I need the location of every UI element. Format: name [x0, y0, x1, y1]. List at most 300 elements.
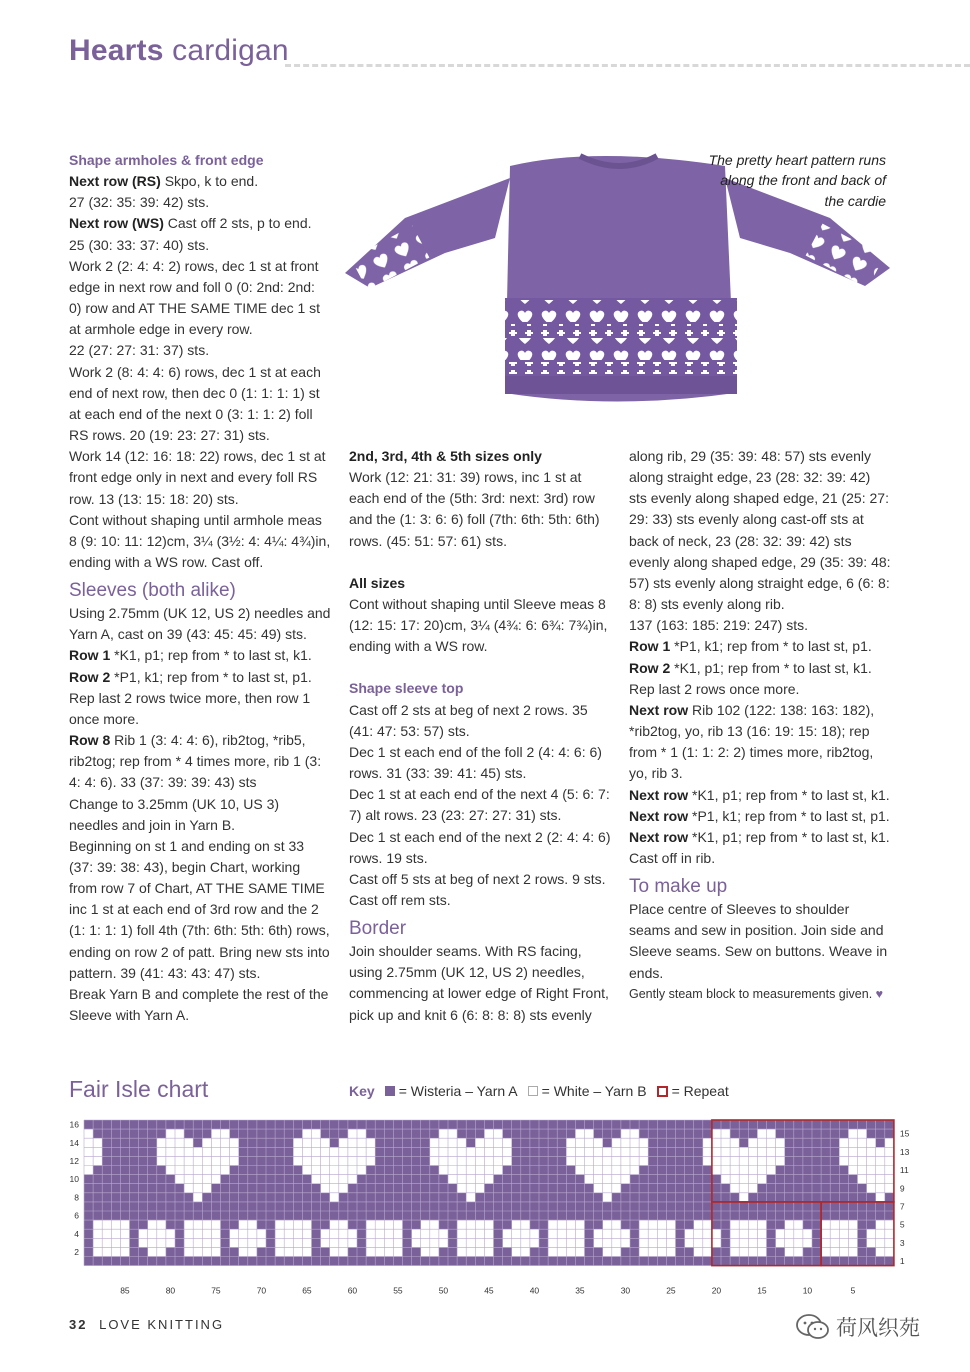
chart-cell — [448, 1147, 457, 1156]
chart-cell — [848, 1238, 857, 1247]
chart-cell — [621, 1175, 630, 1184]
chart-cell — [157, 1220, 166, 1229]
chart-cell — [867, 1184, 876, 1193]
watermark-text: 荷风织苑 — [836, 1317, 920, 1340]
chart-cell — [566, 1138, 575, 1147]
chart-cell — [357, 1156, 366, 1165]
chart-cell — [348, 1238, 357, 1247]
instruction-line: Row 1 *K1, p1; rep from * to last st, k1. — [69, 647, 312, 664]
chart-cell — [302, 1129, 311, 1138]
chart-cell — [821, 1229, 830, 1238]
y-tick-label-right: 3 — [899, 1237, 905, 1248]
chart-cell — [748, 1184, 757, 1193]
chart-cell — [712, 1166, 721, 1175]
chart-cell — [885, 1147, 894, 1156]
chart-cell — [421, 1229, 430, 1238]
chart-cell — [757, 1156, 766, 1165]
chart-cell — [848, 1156, 857, 1165]
y-tick-label-left: 10 — [69, 1174, 79, 1185]
column-3 — [629, 446, 891, 1005]
chart-cell — [730, 1184, 739, 1193]
chart-cell — [484, 1220, 493, 1229]
chart-cell — [439, 1138, 448, 1147]
instruction-paragraph: Break Yarn B and complete the rest of the Sleeve with Yarn A. — [69, 985, 329, 1024]
chart-cell — [430, 1147, 439, 1156]
chart-cell — [512, 1247, 521, 1256]
chart-cell — [384, 1229, 393, 1238]
x-tick-label: 5 — [850, 1285, 856, 1296]
chart-cell — [848, 1129, 857, 1138]
chart-cell — [348, 1166, 357, 1175]
chart-cell — [302, 1138, 311, 1147]
chart-cell — [494, 1138, 503, 1147]
chart-cell — [230, 1238, 239, 1247]
chart-cell — [757, 1147, 766, 1156]
chart-cell — [293, 1238, 302, 1247]
chart-cell — [193, 1147, 202, 1156]
chart-cell — [685, 1238, 694, 1247]
chart-cell — [594, 1147, 603, 1156]
chart-cell — [366, 1247, 375, 1256]
chart-cell — [193, 1247, 202, 1256]
chart-cell — [703, 1247, 712, 1256]
chart-cell — [457, 1184, 466, 1193]
chart-cell — [630, 1166, 639, 1175]
chart-cell — [603, 1166, 612, 1175]
chart-cell — [157, 1156, 166, 1165]
chart-cell — [694, 1220, 703, 1229]
chart-cell — [111, 1247, 120, 1256]
chart-cell — [175, 1166, 184, 1175]
chart-cell — [139, 1229, 148, 1238]
chart-cell — [120, 1229, 129, 1238]
chart-cell — [475, 1166, 484, 1175]
key-repeat: = Repeat — [671, 1083, 729, 1099]
chart-cell — [184, 1220, 193, 1229]
chart-cell — [630, 1138, 639, 1147]
spacer — [349, 552, 611, 573]
chart-cell — [93, 1156, 102, 1165]
y-tick-label-right: 1 — [899, 1256, 905, 1267]
chart-cell — [166, 1156, 175, 1165]
chart-cell — [694, 1238, 703, 1247]
chart-cell — [648, 1220, 657, 1229]
chart-cell — [621, 1129, 630, 1138]
chart-cell — [630, 1156, 639, 1165]
chart-cell — [575, 1229, 584, 1238]
chart-cell — [494, 1166, 503, 1175]
chart-cell — [730, 1147, 739, 1156]
chart-cell — [484, 1247, 493, 1256]
chart-cell — [521, 1229, 530, 1238]
chart-cell — [475, 1247, 484, 1256]
chart-cell — [867, 1156, 876, 1165]
chart-cell — [748, 1220, 757, 1229]
chart-cell — [639, 1220, 648, 1229]
chart-cell — [839, 1220, 848, 1229]
chart-cell — [767, 1166, 776, 1175]
x-tick-label: 15 — [757, 1285, 767, 1296]
chart-cell — [648, 1238, 657, 1247]
chart-cell — [585, 1138, 594, 1147]
instruction-paragraph: Cont without shaping until armhole meas 8 (9: 10: 11: 12)cm, 3¼ (3½: 4: 4¼: 4¾)in, ending with a WS row. Cast off. — [69, 511, 331, 570]
instruction-paragraph: Work 2 (2: 4: 4: 2) rows, dec 1 st at front edge in next row and foll 0 (0: 2nd: 2nd: 0) row and AT THE SAME TIME dec 1 st at armhole edge in every row. — [69, 257, 321, 338]
chart-cell — [657, 1247, 666, 1256]
chart-cell — [275, 1229, 284, 1238]
instruction-line: Next row *P1, k1; rep from * to last st, p1. — [629, 807, 890, 824]
chart-cell — [339, 1220, 348, 1229]
stitch-count: 27 (32: 35: 39: 42) sts. — [69, 194, 210, 211]
chart-cell — [466, 1156, 475, 1165]
chart-cell — [412, 1238, 421, 1247]
chart-cell — [530, 1238, 539, 1247]
chart-cell — [739, 1156, 748, 1165]
chart-cell — [175, 1138, 184, 1147]
chart-cell — [330, 1193, 339, 1202]
chart-cell — [139, 1238, 148, 1247]
chart-cell — [475, 1147, 484, 1156]
chart-cell — [430, 1247, 439, 1256]
chart-cell — [721, 1166, 730, 1175]
chart-cell — [284, 1238, 293, 1247]
chart-cell — [739, 1147, 748, 1156]
chart-cell — [475, 1175, 484, 1184]
chart-cell — [548, 1238, 557, 1247]
chart-cell — [239, 1220, 248, 1229]
chart-cell — [839, 1238, 848, 1247]
chart-cell — [375, 1238, 384, 1247]
chart-cell — [175, 1175, 184, 1184]
x-tick-label: 75 — [211, 1285, 221, 1296]
instruction-paragraph: Cast off 2 sts at beg of next 2 rows. 35 (41: 47: 53: 57) sts. — [349, 701, 588, 739]
chart-cell — [776, 1238, 785, 1247]
chart-cell — [876, 1166, 885, 1175]
chart-cell — [348, 1147, 357, 1156]
chart-cell — [275, 1247, 284, 1256]
chart-cell — [348, 1129, 357, 1138]
instruction-paragraph: Work 2 (8: 4: 4: 6) rows, dec 1 st at each end of next row, then dec 0 (1: 1: 1: 1) st at each end of the next 0 (3: 1: 1: 2) foll RS rows. 20 (19: 23: 27: 31) sts. — [69, 363, 321, 444]
make-up-heading: To make up — [629, 876, 728, 898]
instruction-line: Next row (WS) Cast off 2 sts, p to end. — [69, 215, 312, 232]
chart-cell — [166, 1166, 175, 1175]
chart-cell — [202, 1156, 211, 1165]
instruction-paragraph: Cast off in rib. — [629, 849, 716, 866]
chart-cell — [557, 1247, 566, 1256]
chart-cell — [839, 1138, 848, 1147]
chart-cell — [867, 1175, 876, 1184]
chart-cell — [393, 1220, 402, 1229]
chart-cell — [339, 1175, 348, 1184]
instruction-paragraph: Place centre of Sleeves to shoulder seams and sew in position. Join side and Sleeve seams. Sew on buttons. Weave in ends. — [629, 901, 888, 981]
chart-cell — [248, 1220, 257, 1229]
instruction-line: Next row Rib 102 (122: 138: 163: 182), *rib2tog, yo, rib 13 (16: 19: 15: 18); rep from * 1 (1: 1: 2: 2) times more, rib2tog, yo, rib 3. — [629, 701, 875, 782]
chart-cell — [748, 1229, 757, 1238]
chart-cell — [221, 1129, 230, 1138]
instruction-paragraph: Beginning on st 1 and ending on st 33 (37: 39: 38: 43), begin Chart, working from row 7 of Chart, AT THE SAME TIME inc 1 st at each end of 3rd row and the 2 (1: 1: 1: 1) foll 4th (7th: 6th: 5th: 6th) rows, ending on row 2 of patt. Bring new sts into pattern. 39 (41: 43: 43: 47) sts. — [69, 837, 330, 981]
chart-cell — [685, 1229, 694, 1238]
chart-cell — [858, 1129, 867, 1138]
chart-cell — [348, 1138, 357, 1147]
chart-cell — [84, 1166, 93, 1175]
chart-cell — [348, 1156, 357, 1165]
chart-cell — [184, 1247, 193, 1256]
chart-cell — [876, 1193, 885, 1202]
chart-cell — [630, 1129, 639, 1138]
heart-end-icon: ♥ — [875, 986, 884, 1001]
wechat-icon — [796, 1313, 830, 1341]
chart-cell — [421, 1247, 430, 1256]
chart-cell — [484, 1175, 493, 1184]
chart-cell — [757, 1238, 766, 1247]
chart-cell — [885, 1247, 894, 1256]
chart-cell — [248, 1229, 257, 1238]
chart-cell — [275, 1238, 284, 1247]
chart-cell — [339, 1184, 348, 1193]
y-tick-label-left: 14 — [69, 1137, 79, 1148]
chart-cell — [439, 1156, 448, 1165]
spacer — [349, 657, 611, 678]
chart-cell — [321, 1138, 330, 1147]
column-1 — [69, 150, 331, 1026]
chart-cell — [876, 1184, 885, 1193]
chart-cell — [575, 1129, 584, 1138]
chart-cell — [630, 1147, 639, 1156]
chart-cell — [230, 1138, 239, 1147]
x-tick-label: 35 — [575, 1285, 585, 1296]
chart-cell — [357, 1147, 366, 1156]
chart-cell — [521, 1247, 530, 1256]
chart-cell — [757, 1175, 766, 1184]
chart-cell — [821, 1238, 830, 1247]
chart-cell — [594, 1184, 603, 1193]
chart-cell — [448, 1166, 457, 1175]
chart-cell — [794, 1229, 803, 1238]
chart-cell — [730, 1220, 739, 1229]
chart-cell — [366, 1220, 375, 1229]
chart-cell — [494, 1129, 503, 1138]
repeat-swatch-icon — [657, 1086, 668, 1097]
stitch-count: 22 (27: 27: 31: 37) sts. — [69, 342, 210, 359]
chart-cell — [339, 1147, 348, 1156]
chart-cell — [885, 1220, 894, 1229]
chart-cell — [566, 1156, 575, 1165]
chart-cell — [666, 1229, 675, 1238]
chart-cell — [503, 1238, 512, 1247]
chart-cell — [803, 1229, 812, 1238]
chart-cell — [594, 1166, 603, 1175]
chart-cell — [357, 1138, 366, 1147]
sizes-heading: 2nd, 3rd, 4th & 5th sizes only — [349, 448, 542, 464]
chart-cell — [366, 1147, 375, 1156]
chart-cell — [466, 1184, 475, 1193]
chart-cell — [466, 1229, 475, 1238]
chart-cell — [339, 1238, 348, 1247]
chart-cell — [157, 1238, 166, 1247]
chart-cell — [776, 1229, 785, 1238]
chart-cell — [767, 1138, 776, 1147]
chart-cell — [848, 1247, 857, 1256]
chart-cell — [330, 1184, 339, 1193]
instruction-line: Next row (RS) Skpo, k to end. — [69, 173, 259, 190]
instruction-paragraph: Cast off 5 sts at beg of next 2 rows. 9 sts. Cast off rem sts. — [349, 870, 606, 908]
chart-cell — [612, 1220, 621, 1229]
chart-cell — [612, 1138, 621, 1147]
chart-cell — [657, 1229, 666, 1238]
stitch-count: 137 (163: 185: 219: 247) sts. — [629, 617, 809, 634]
chart-cell — [193, 1229, 202, 1238]
chart-cell — [721, 1156, 730, 1165]
chart-cell — [466, 1220, 475, 1229]
chart-cell — [885, 1238, 894, 1247]
column-2 — [349, 446, 611, 1026]
page-number: 32 — [69, 1317, 88, 1332]
chart-cell — [785, 1229, 794, 1238]
chart-cell — [384, 1238, 393, 1247]
chart-cell — [193, 1220, 202, 1229]
chart-cell — [93, 1238, 102, 1247]
chart-cell — [93, 1147, 102, 1156]
chart-cell — [621, 1238, 630, 1247]
chart-cell — [612, 1166, 621, 1175]
chart-cell — [612, 1156, 621, 1165]
chart-cell — [475, 1238, 484, 1247]
chart-cell — [484, 1229, 493, 1238]
chart-cell — [748, 1156, 757, 1165]
chart-cell — [439, 1238, 448, 1247]
chart-cell — [120, 1238, 129, 1247]
chart-cell — [321, 1238, 330, 1247]
chart-cell — [312, 1166, 321, 1175]
chart-cell — [330, 1238, 339, 1247]
chart-cell — [748, 1147, 757, 1156]
instruction-paragraph: Gently steam block to measurements given. ♥ — [629, 986, 884, 1001]
x-tick-label: 80 — [165, 1285, 176, 1296]
chart-cell — [739, 1247, 748, 1256]
chart-cell — [466, 1166, 475, 1175]
chart-cell — [876, 1156, 885, 1165]
chart-cell — [639, 1238, 648, 1247]
chart-cell — [293, 1138, 302, 1147]
chart-cell — [302, 1166, 311, 1175]
chart-cell — [230, 1147, 239, 1156]
y-tick-label-left: 4 — [74, 1228, 79, 1239]
chart-cell — [730, 1175, 739, 1184]
chart-cell — [321, 1184, 330, 1193]
instruction-paragraph: Rep last 2 rows twice more, then row 1 once more. — [69, 689, 311, 727]
chart-cell — [757, 1138, 766, 1147]
chart-cell — [202, 1138, 211, 1147]
chart-cell — [393, 1247, 402, 1256]
x-tick-label: 50 — [438, 1285, 449, 1296]
chart-cell — [621, 1166, 630, 1175]
fair-isle-chart — [60, 1112, 910, 1297]
chart-cell — [302, 1247, 311, 1256]
chart-cell — [739, 1193, 748, 1202]
chart-cell — [184, 1166, 193, 1175]
chart-cell — [439, 1166, 448, 1175]
instruction-paragraph: Change to 3.25mm (UK 10, US 3) needles and join in Yarn B. — [69, 795, 280, 833]
chart-cell — [848, 1166, 857, 1175]
chart-cell — [757, 1220, 766, 1229]
chart-cell — [184, 1184, 193, 1193]
chart-cell — [639, 1156, 648, 1165]
chart-cell — [284, 1247, 293, 1256]
chart-cell — [466, 1193, 475, 1202]
chart-cell — [475, 1229, 484, 1238]
chart-cell — [712, 1156, 721, 1165]
chart-cell — [612, 1229, 621, 1238]
chart-cell — [330, 1147, 339, 1156]
chart-cell — [293, 1220, 302, 1229]
chart-cell — [366, 1238, 375, 1247]
chart-cell — [730, 1229, 739, 1238]
sleeves-heading: Sleeves (both alike) — [69, 580, 236, 602]
chart-cell — [503, 1147, 512, 1156]
chart-cell — [867, 1229, 876, 1238]
shape-armholes-heading: Shape armholes & front edge — [69, 152, 264, 168]
chart-cell — [694, 1247, 703, 1256]
chart-cell — [594, 1229, 603, 1238]
chart-cell — [612, 1147, 621, 1156]
x-tick-label: 55 — [393, 1285, 403, 1296]
chart-cell — [457, 1175, 466, 1184]
chart-cell — [366, 1138, 375, 1147]
chart-cell — [211, 1229, 220, 1238]
key-white: = White – Yarn B — [541, 1083, 647, 1099]
chart-cell — [748, 1175, 757, 1184]
chart-cell — [621, 1147, 630, 1156]
instruction-line: Next row *K1, p1; rep from * to last st, k1. — [629, 786, 890, 803]
chart-cell — [84, 1138, 93, 1147]
instruction-paragraph: Using 2.75mm (UK 12, US 2) needles and Yarn A, cast on 39 (43: 45: 45: 49) sts. — [69, 605, 331, 643]
chart-cell — [202, 1147, 211, 1156]
chart-cell — [357, 1166, 366, 1175]
chart-cell — [93, 1247, 102, 1256]
chart-cell — [439, 1129, 448, 1138]
chart-cell — [457, 1147, 466, 1156]
chart-cell — [293, 1247, 302, 1256]
chart-cell — [166, 1229, 175, 1238]
chart-cell — [184, 1147, 193, 1156]
instruction-paragraph: Work 14 (12: 16: 18: 22) rows, dec 1 st at front edge only in next and every foll RS row. 13 (13: 15: 18: 20) sts. — [69, 448, 326, 507]
chart-cell — [348, 1229, 357, 1238]
chart-cell — [830, 1229, 839, 1238]
chart-cell — [102, 1229, 111, 1238]
chart-cell — [330, 1175, 339, 1184]
chart-cell — [503, 1138, 512, 1147]
chart-cell — [876, 1247, 885, 1256]
chart-cell — [566, 1147, 575, 1156]
chart-cell — [621, 1229, 630, 1238]
x-tick-label: 10 — [802, 1285, 813, 1296]
chart-cell — [257, 1229, 266, 1238]
y-tick-label-right: 5 — [899, 1219, 905, 1230]
page-title — [69, 34, 289, 68]
chart-cell — [794, 1247, 803, 1256]
chart-cell — [484, 1129, 493, 1138]
chart-cell — [730, 1247, 739, 1256]
photo-caption: The pretty heart pattern runs along the front and back of the cardie — [708, 152, 886, 209]
chart-cell — [202, 1175, 211, 1184]
chart-cell — [193, 1156, 202, 1165]
chart-cell — [666, 1220, 675, 1229]
key-label: Key — [349, 1083, 375, 1099]
chart-cell — [330, 1166, 339, 1175]
chart-cell — [430, 1156, 439, 1165]
instruction-paragraph: Dec 1 st each end of the next 2 (2: 4: 4: 6) rows. 19 sts. — [349, 828, 611, 866]
chart-cell — [703, 1138, 712, 1147]
chart-cell — [439, 1229, 448, 1238]
